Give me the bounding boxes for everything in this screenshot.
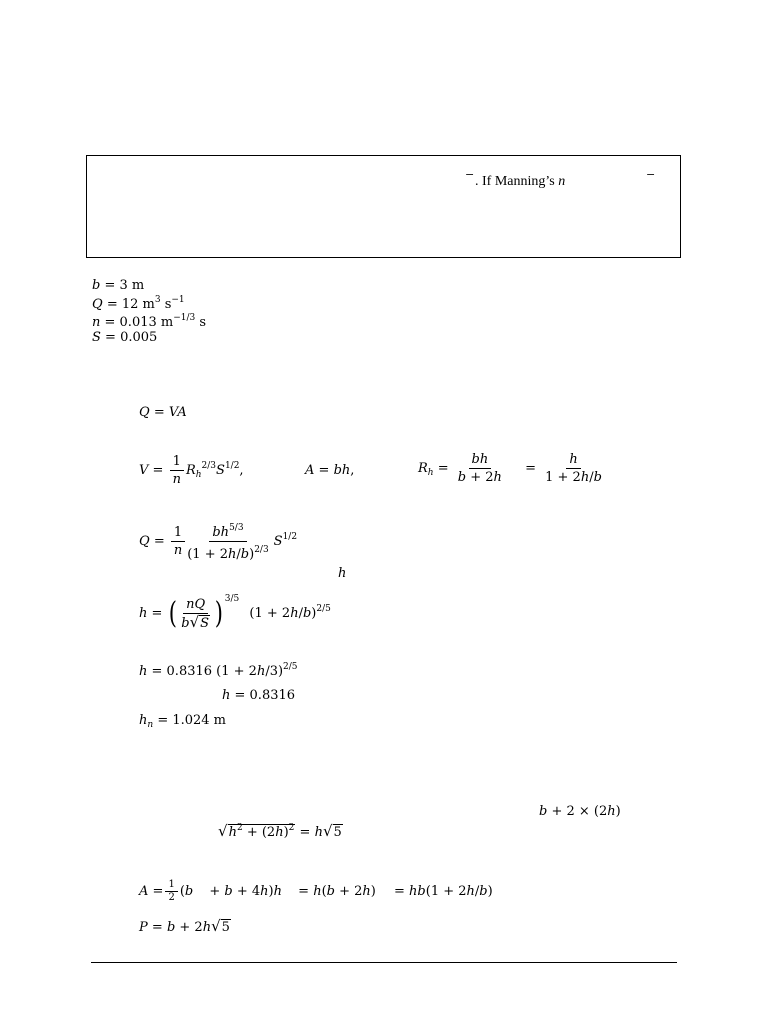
given-b: b = 3 m xyxy=(92,278,145,293)
problem-statement-box xyxy=(86,155,681,258)
footer-rule xyxy=(91,962,677,963)
equation-depth-initial: h = 0.8316 xyxy=(222,688,296,703)
mannings-n-symbol: n xyxy=(558,174,566,189)
given-q: Q = 12 $m^3$ $s^{-1}$ xyxy=(92,295,185,312)
problem-text-fragment: . If Manning’s xyxy=(475,174,559,189)
equation-depth-iteration: h = 0.8316 $(1 + 2h/3)^{2/5}$ xyxy=(139,662,298,679)
equation-wetted-perimeter: P = b + 2h√5 xyxy=(139,917,230,935)
equation-q-va: Q = VA xyxy=(139,405,187,420)
equation-trapezoid-area: A = $\frac{1}{2}$ (b + b + 4h)h = h(b + 2h) = hb(1 + 2h/b) xyxy=(139,879,493,903)
equation-depth: h = ( $\frac{nQ}{b√S}$ ) $^{3/5}$ $(1 + 2h/b)^{2/5}$ xyxy=(139,594,331,631)
equation-normal-depth: $h_n = 1.024$ m xyxy=(139,713,227,730)
problem-text xyxy=(475,174,565,190)
equation-velocity: V = $\frac{1}{n}$ $R_h^{2/3}S^{1/2}$, xyxy=(139,454,244,487)
equation-hydraulic-radius: $R_h$ = $\frac{bh}{b + 2h}$ = $\frac{h}{1 + 2h/b}$ xyxy=(418,452,602,485)
equation-side-length: $√h^2 + (2h)^2 = h√5$ xyxy=(218,822,342,840)
problem-dash-2: − xyxy=(646,168,656,181)
h-symbol: h xyxy=(338,566,347,581)
given-n: n = 0.013 $m^{-1/3}$ s xyxy=(92,313,207,330)
given-s: S = 0.005 xyxy=(92,330,158,345)
equation-discharge: Q = $\frac{1}{n}$ $\frac{bh^{5/3}}{(1 + 2h/b)^{2/3}}$ $S^{1/2}$ xyxy=(139,523,298,562)
equation-area: A = bh, xyxy=(305,463,355,478)
equation-wetted-length: b + 2 × (2h) xyxy=(539,804,621,819)
problem-dash-1: − xyxy=(465,168,475,181)
